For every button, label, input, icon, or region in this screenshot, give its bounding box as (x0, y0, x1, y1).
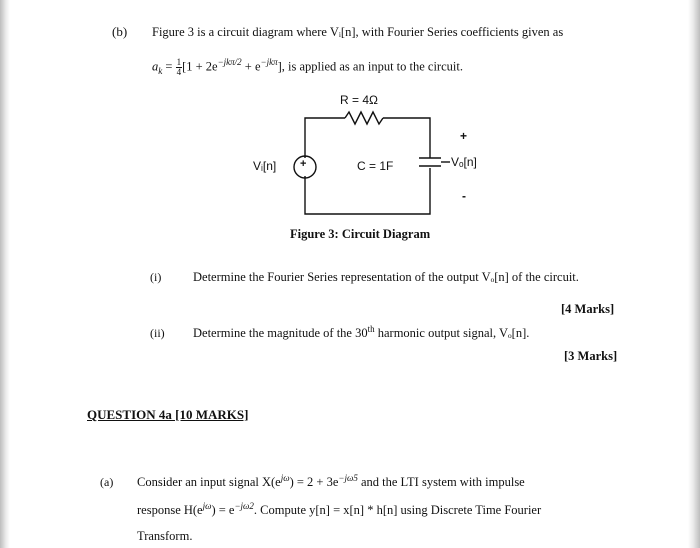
source-label: Vᵢ[n] (253, 159, 277, 173)
part-a-line2 (137, 502, 541, 518)
source-plus-sign: + (300, 158, 307, 170)
top-wire-right (383, 118, 430, 158)
question-i-marks: [4 Marks] (561, 302, 615, 316)
part-b-line1: Figure 3 is a circuit diagram where Vᵢ[n], with Fourier Series coefficients given as (152, 25, 564, 39)
eq-tail: ], is applied as an input to the circuit. (277, 59, 463, 74)
eq-plus: + e (241, 59, 261, 74)
part-a-line1 (137, 474, 525, 490)
part-a-line2-a: response H(e (137, 503, 203, 517)
question-ii-sup: th (367, 323, 375, 334)
question-ii-label: (ii) (150, 326, 165, 340)
capacitor-label: C = 1F (357, 159, 394, 173)
question-ii-text (193, 325, 529, 341)
resistor-label: R = 4Ω (340, 93, 378, 107)
question-ii-text-a: Determine the magnitude of the 30 (193, 326, 368, 340)
bottom-wire (305, 168, 430, 214)
part-a-line1-c: and the LTI system with impulse (357, 475, 525, 489)
eq-sub: k (158, 65, 163, 76)
eq-equals: = (162, 59, 176, 74)
question-4a-heading: QUESTION 4a [10 MARKS] (87, 407, 249, 422)
part-a-line1-b: ) = 2 + 3e (289, 475, 339, 489)
question-ii-text-b: harmonic output signal, Vₒ[n]. (374, 326, 530, 340)
part-b-label: (b) (112, 24, 128, 39)
part-a-line2-c: . Compute y[n] = x[n] * h[n] using Discrete Time Fourier (253, 503, 542, 517)
part-a-label: (a) (100, 475, 114, 489)
part-a-line2-sup2: −jω2 (234, 500, 254, 511)
question-ii-marks: [3 Marks] (564, 349, 618, 363)
part-a-line2-b: ) = e (211, 503, 235, 517)
output-plus-sign: + (460, 129, 468, 143)
question-i-label: (i) (150, 270, 162, 284)
resistor-zigzag (345, 112, 383, 124)
part-a-line1-sup2: −jω5 (338, 472, 358, 483)
eq-exp2: −jkπ (260, 57, 278, 68)
eq-num: 1 (176, 57, 182, 67)
figure-caption: Figure 3: Circuit Diagram (290, 227, 431, 241)
part-a-line2-sup1: jω (202, 500, 212, 511)
output-minus-sign: - (462, 189, 466, 203)
output-label: Vₒ[n] (451, 155, 477, 169)
eq-lhs: a (152, 59, 159, 74)
eq-exp1: −jkπ/2 (217, 57, 242, 68)
top-wire-left (305, 118, 345, 158)
part-a-line1-sup1: jω (280, 472, 290, 483)
eq-den: 4 (176, 67, 182, 77)
part-a-line1-a: Consider an input signal X(e (137, 475, 281, 489)
eq-bracket: [1 + 2e (182, 59, 218, 74)
question-i-text: Determine the Fourier Series representation of the output Vₒ[n] of the circuit. (193, 270, 579, 284)
part-a-line3: Transform. (137, 529, 193, 543)
